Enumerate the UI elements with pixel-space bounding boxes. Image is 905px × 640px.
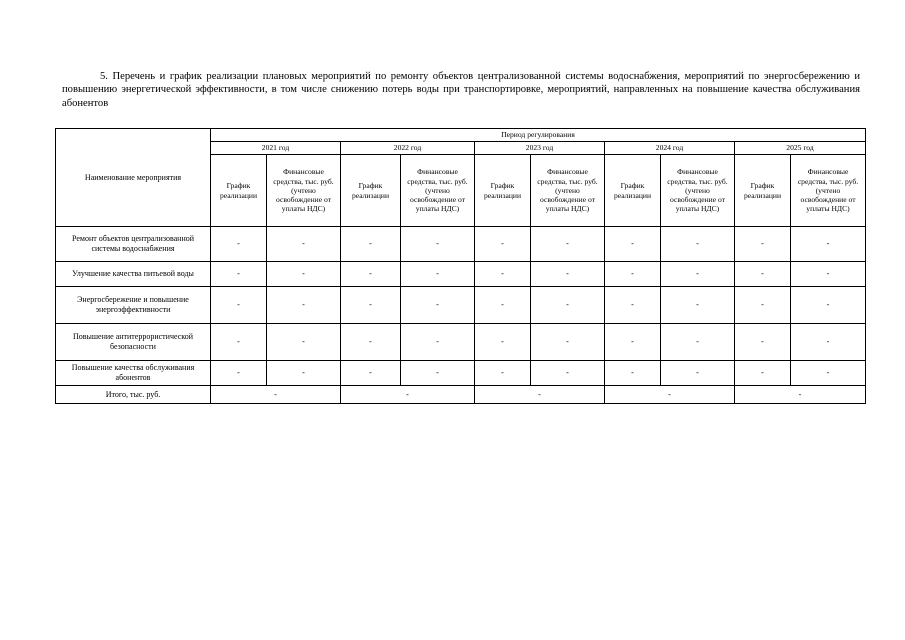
period-header: Период регулирования	[211, 129, 866, 142]
total-cell: -	[211, 386, 341, 404]
table-cell: -	[475, 262, 531, 287]
table-cell: -	[661, 227, 735, 262]
table-cell: -	[475, 227, 531, 262]
table-cell: -	[341, 324, 401, 361]
table-cell: -	[211, 227, 267, 262]
table-cell: -	[341, 262, 401, 287]
table-cell: -	[735, 324, 791, 361]
year-header: 2022 год	[341, 142, 475, 155]
finance-subheader: Финансовые средства, тыс. руб. (учтено освобождение от уплаты НДС)	[531, 155, 605, 227]
table-cell: -	[475, 324, 531, 361]
total-cell: -	[475, 386, 605, 404]
table-cell: -	[661, 287, 735, 324]
table-cell: -	[211, 262, 267, 287]
table-row	[56, 262, 866, 287]
table-cell: -	[267, 324, 341, 361]
section-heading: 5. Перечень и график реализации плановых мероприятий по ремонту объектов централизованной системы водоснабжения, мероприятий по энергосбережению и повышению энергетической эффективности, в том числе снижению потерь воды при транспортировке, мероприятий, направленных на повышение качества обслуживания абонентов	[62, 71, 860, 109]
table-cell: -	[735, 287, 791, 324]
total-row	[56, 386, 866, 404]
table-cell: -	[791, 324, 866, 361]
table-cell: -	[735, 227, 791, 262]
table-row	[56, 287, 866, 324]
table-cell: -	[661, 262, 735, 287]
schedule-subheader: График реализации	[341, 155, 401, 227]
table-cell: -	[605, 227, 661, 262]
table-cell: -	[267, 287, 341, 324]
table-cell: -	[605, 287, 661, 324]
table-cell: -	[791, 361, 866, 386]
table-row	[56, 324, 866, 361]
row-name: Повышение качества обслуживания абонентов	[56, 361, 211, 386]
finance-subheader: Финансовые средства, тыс. руб. (учтено освобождение от уплаты НДС)	[791, 155, 866, 227]
total-cell: -	[735, 386, 866, 404]
year-header: 2024 год	[605, 142, 735, 155]
table-cell: -	[267, 227, 341, 262]
table-cell: -	[211, 287, 267, 324]
finance-subheader: Финансовые средства, тыс. руб. (учтено освобождение от уплаты НДС)	[401, 155, 475, 227]
table-cell: -	[791, 227, 866, 262]
table-cell: -	[475, 287, 531, 324]
table-row	[56, 227, 866, 262]
table-cell: -	[401, 287, 475, 324]
finance-subheader: Финансовые средства, тыс. руб. (учтено освобождение от уплаты НДС)	[661, 155, 735, 227]
table-cell: -	[475, 361, 531, 386]
schedule-subheader: График реализации	[475, 155, 531, 227]
year-header: 2023 год	[475, 142, 605, 155]
table-cell: -	[605, 324, 661, 361]
total-label: Итого, тыс. руб.	[56, 386, 211, 404]
table-cell: -	[735, 262, 791, 287]
table-row	[56, 361, 866, 386]
table-cell: -	[531, 324, 605, 361]
table-cell: -	[735, 361, 791, 386]
row-name: Улучшение качества питьевой воды	[56, 262, 211, 287]
table-cell: -	[267, 361, 341, 386]
table-cell: -	[531, 262, 605, 287]
table-cell: -	[401, 361, 475, 386]
table-cell: -	[531, 227, 605, 262]
total-cell: -	[341, 386, 475, 404]
table-cell: -	[211, 361, 267, 386]
table-cell: -	[341, 227, 401, 262]
table-cell: -	[341, 361, 401, 386]
row-name: Повышение антитеррористической безопасности	[56, 324, 211, 361]
row-name: Энергосбережение и повышение энергоэффективности	[56, 287, 211, 324]
finance-subheader: Финансовые средства, тыс. руб. (учтено освобождение от уплаты НДС)	[267, 155, 341, 227]
table-cell: -	[605, 262, 661, 287]
schedule-subheader: График реализации	[211, 155, 267, 227]
table-cell: -	[605, 361, 661, 386]
name-column-header: Наименование мероприятия	[56, 129, 211, 227]
table-cell: -	[791, 262, 866, 287]
table-cell: -	[211, 324, 267, 361]
table-cell: -	[661, 324, 735, 361]
schedule-subheader: График реализации	[735, 155, 791, 227]
table-cell: -	[531, 287, 605, 324]
row-name: Ремонт объектов централизованной системы водоснабжения	[56, 227, 211, 262]
table-cell: -	[341, 287, 401, 324]
table-cell: -	[531, 361, 605, 386]
table-cell: -	[791, 287, 866, 324]
table-cell: -	[401, 262, 475, 287]
table-cell: -	[401, 324, 475, 361]
activities-table	[55, 128, 866, 404]
year-header: 2021 год	[211, 142, 341, 155]
table-cell: -	[661, 361, 735, 386]
schedule-subheader: График реализации	[605, 155, 661, 227]
table-cell: -	[401, 227, 475, 262]
total-cell: -	[605, 386, 735, 404]
year-header: 2025 год	[735, 142, 866, 155]
table-cell: -	[267, 262, 341, 287]
